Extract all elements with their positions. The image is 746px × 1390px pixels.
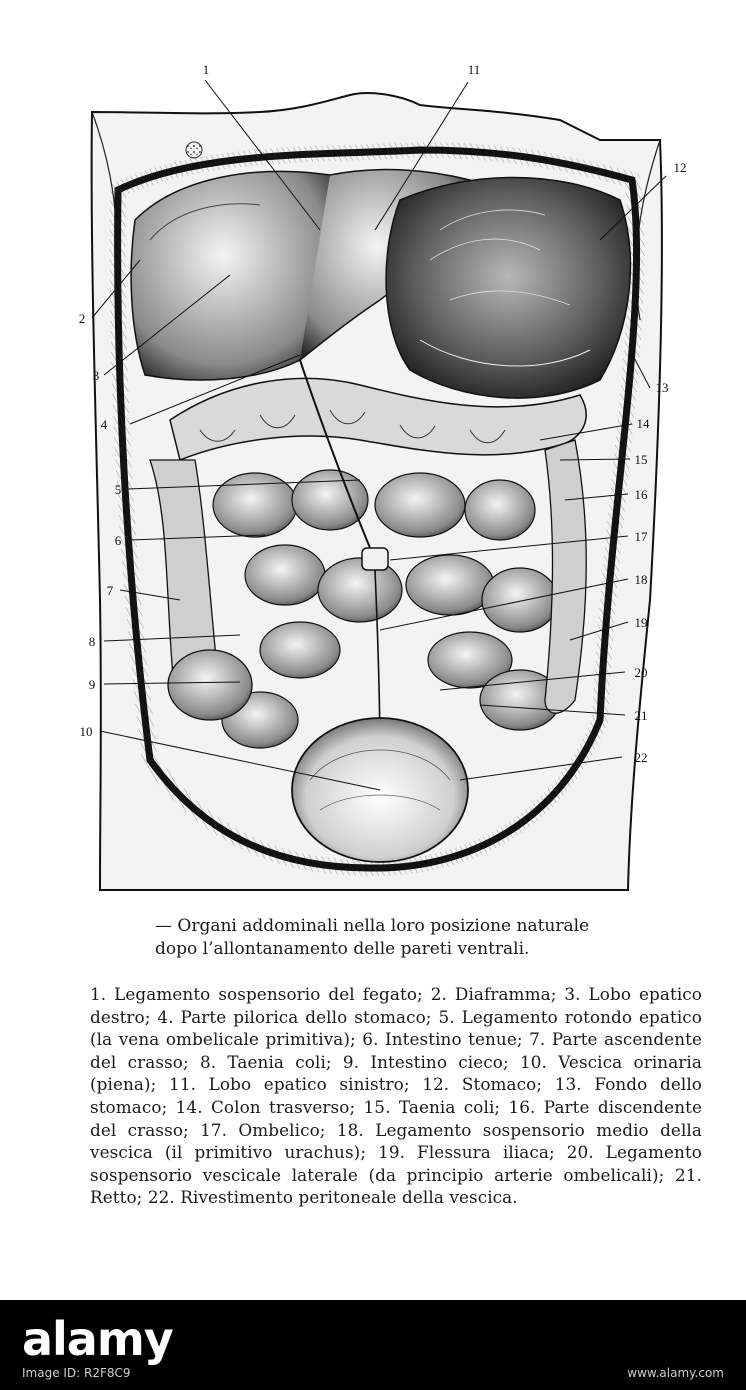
label-2: 2: [78, 311, 86, 326]
figure-legend: 1. Legamento sospensorio del fegato; 2. Diaframma; 3. Lobo epatico destro; 4. Parte pilorica dello stomaco; 5. Legamento rotondo epatico (la vena ombelicale primitiva); 6. Intestino tenue; 7. Parte ascendente del crasso; 8. Taenia coli; 9. Intestino cieco; 10. Vescica orinaria (piena); 11. Lobo epatico sinistro; 12. Stomaco; 13. Fondo dello stomaco; 14. Colon trasverso; 15. Taenia coli; 16. Parte discendente del crasso; 17. Ombelico; 18. Legamento sospensorio medio della vescica (il primitivo urachus); 19. Flessura iliaca; 20. Legamento sospensorio vescicale laterale (da principio arterie ombelicali); 21. Retto; 22. Rivestimento peritoneale della vescica.: [90, 984, 702, 1208]
stomach: [386, 178, 630, 399]
label-3: 3: [92, 368, 100, 383]
label-12: 12: [673, 160, 687, 175]
label-20: 20: [634, 665, 648, 680]
label-18: 18: [634, 572, 648, 587]
alamy-logo: alamy: [22, 1312, 173, 1366]
label-21: 21: [634, 708, 648, 723]
label-19: 19: [634, 615, 648, 630]
caption-line-1: — Organi addominali nella loro posizione naturale: [155, 916, 590, 936]
label-17: 17: [634, 529, 648, 544]
label-5: 5: [114, 482, 122, 497]
watermark-footer: [0, 1300, 746, 1390]
label-1: 1: [202, 62, 210, 77]
label-11: 11: [467, 62, 481, 77]
label-9: 9: [88, 677, 96, 692]
caption-line-2: dopo l’allontanamento delle pareti ventrali.: [155, 939, 530, 959]
label-6: 6: [114, 533, 122, 548]
figure-caption: [155, 915, 715, 961]
label-16: 16: [634, 487, 648, 502]
cecum: [168, 650, 252, 720]
site-url-text: www.alamy.com: [627, 1366, 724, 1380]
label-22: 22: [634, 750, 648, 765]
label-15: 15: [634, 452, 648, 467]
image-id-text: Image ID: R2F8C9: [22, 1366, 131, 1380]
label-7: 7: [106, 583, 114, 598]
label-14: 14: [636, 416, 650, 431]
label-10: 10: [79, 724, 93, 739]
label-4: 4: [100, 417, 108, 432]
label-13: 13: [655, 380, 669, 395]
nipple-marking: [186, 142, 202, 158]
label-8: 8: [88, 634, 96, 649]
umbilicus: [362, 548, 388, 570]
